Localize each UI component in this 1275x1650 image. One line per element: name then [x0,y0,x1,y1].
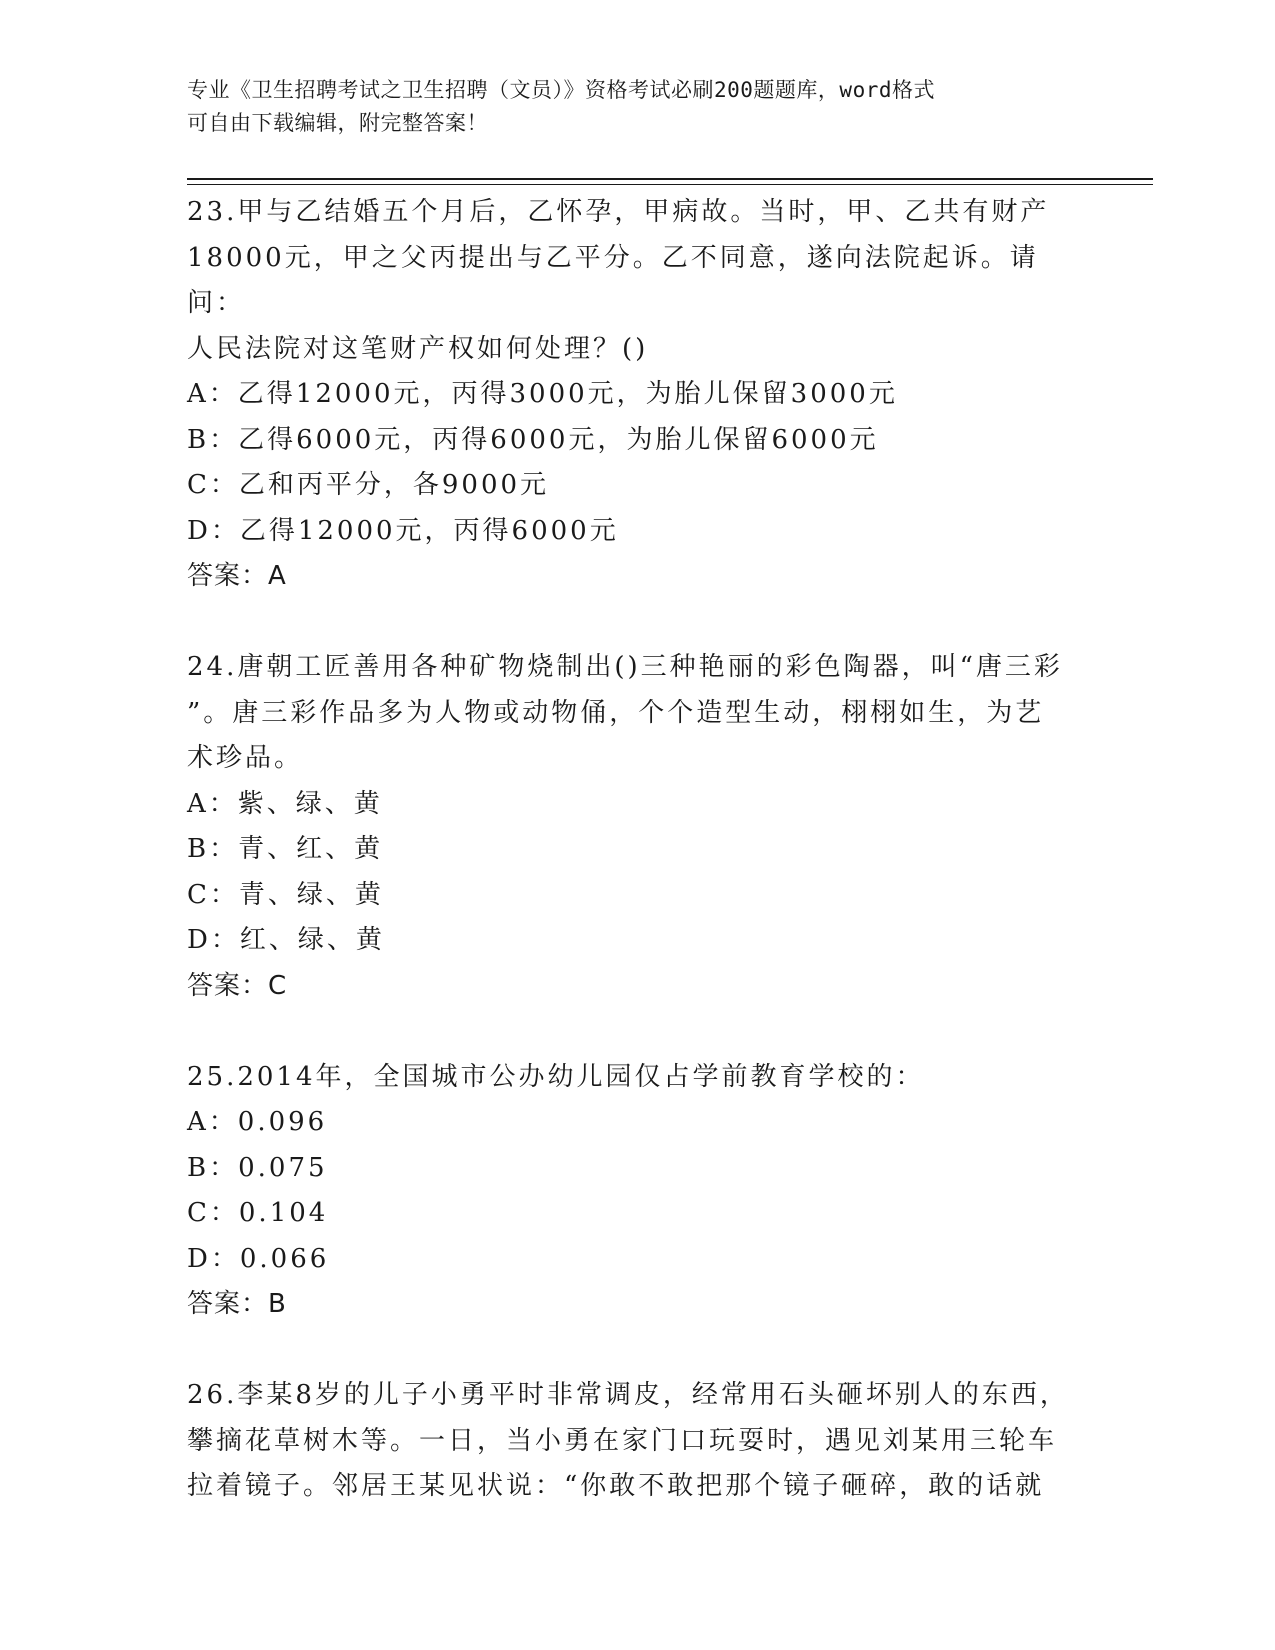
question-text-line: 拉着镜子。邻居王某见状说：“你敢不敢把那个镜子砸碎，敢的话就 [187,1471,1045,1501]
spacer [187,1009,1087,1055]
header-line-1: 专业《卫生招聘考试之卫生招聘（文员）》资格考试必刷200题题库，word格式 [187,78,935,102]
question-text-line: 术珍品。 [187,743,304,773]
question-text-line: 25.2014年，全国城市公办幼儿园仅占学前教育学校的： [187,1061,925,1092]
spacer [187,600,1087,646]
question-text-line: 人民法院对这笔财产权如何处理？() [187,333,649,364]
option-c: C：乙和丙平分，各9000元 [187,470,550,500]
option-a: A：紫、绿、黄 [187,788,383,819]
spacer [187,1328,1087,1374]
header-line-2: 可自由下载编辑，附完整答案！ [187,111,488,135]
question-text-line: 23.甲与乙结婚五个月后，乙怀孕，甲病故。当时，甲、乙共有财产 [187,197,1050,227]
option-d: D：0.066 [187,1243,330,1274]
question-text-line: 26.李某8岁的儿子小勇平时非常调皮，经常用石头砸坏别人的东西， [187,1380,1069,1410]
option-b: B：青、红、黄 [187,834,384,864]
question-text-line: 24.唐朝工匠善用各种矿物烧制出()三种艳丽的彩色陶器，叫“唐三彩 [187,652,1063,682]
option-a: A：0.096 [187,1107,328,1137]
question-text-line: ”。唐三彩作品多为人物或动物俑，个个造型生动，栩栩如生，为艺 [187,697,1045,728]
answer: 答案：A [187,561,287,591]
question-text-line: 18000元，甲之父丙提出与乙平分。乙不同意，遂向法院起诉。请问： [187,242,1039,318]
question-26 [187,1373,1087,1510]
question-list [187,190,1087,1510]
answer: 答案：C [187,970,288,1001]
option-d: D：红、绿、黄 [187,925,385,955]
option-b: B：0.075 [187,1152,328,1183]
question-25 [187,1055,1087,1328]
option-d: D：乙得12000元，丙得6000元 [187,515,619,546]
question-24 [187,645,1087,1009]
option-b: B：乙得6000元，丙得6000元，为胎儿保留6000元 [187,424,879,455]
question-23 [187,190,1087,600]
page-header [187,74,1087,140]
option-c: C：青、绿、黄 [187,879,384,910]
header-divider-thin [187,184,1153,185]
option-c: C：0.104 [187,1198,329,1228]
header-divider [187,178,1153,180]
option-a: A：乙得12000元，丙得3000元，为胎儿保留3000元 [187,379,898,409]
answer: 答案：B [187,1289,287,1319]
question-text-line: 攀摘花草树木等。一日，当小勇在家门口玩耍时，遇见刘某用三轮车 [187,1425,1058,1456]
